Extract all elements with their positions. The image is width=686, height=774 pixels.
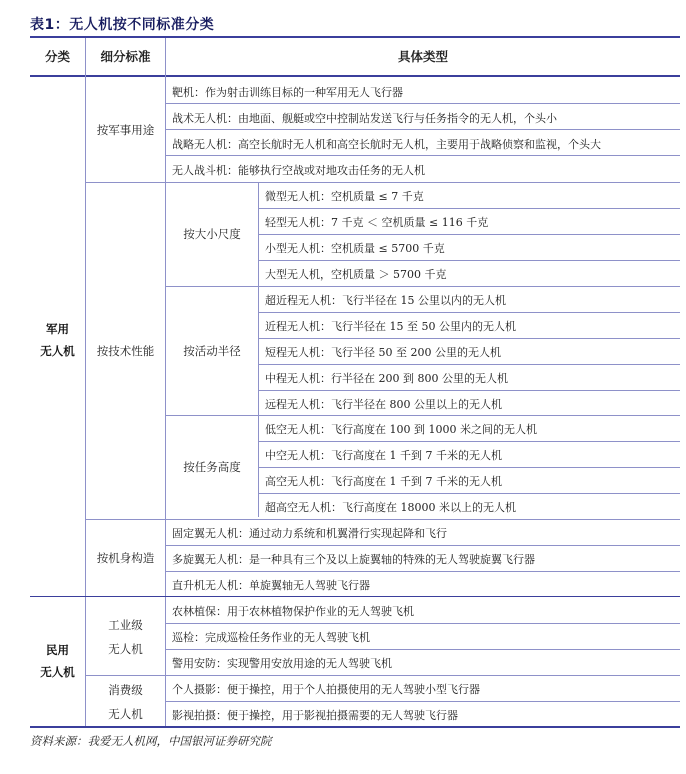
standard-by-use: 按军事用途 — [96, 123, 155, 137]
header-standard: 细分标准 — [100, 49, 151, 64]
type-item: 大型无人机，空机质量 ＞ 5700 千克 — [265, 268, 447, 281]
type-item: 短程无人机：飞行半径 50 至 200 公里的无人机 — [265, 346, 501, 359]
header-category: 分类 — [44, 49, 70, 64]
grid-hline — [86, 519, 680, 520]
grid-hline — [259, 441, 680, 442]
grid-hline — [166, 623, 680, 624]
grid-hline — [166, 286, 680, 287]
grid-hline — [166, 155, 680, 156]
section-rule — [30, 596, 680, 597]
standard-by-tech: 按技术性能 — [96, 344, 155, 358]
sub-standard-altitude: 按任务高度 — [183, 460, 241, 474]
grid-hline — [259, 390, 680, 391]
type-item: 中空无人机：飞行高度在 1 千到 7 千米的无人机 — [265, 449, 502, 462]
standard-by-structure: 按机身构造 — [96, 551, 155, 565]
standard-consumer-line1: 消费级 — [108, 683, 143, 697]
type-item: 远程无人机：飞行半径在 800 公里以上的无人机 — [265, 398, 502, 411]
category-civil-line1: 民用 — [46, 643, 69, 657]
grid-hline — [166, 649, 680, 650]
type-item: 战术无人机：由地面、舰艇或空中控制站发送飞行与任务指令的无人机，个头小 — [172, 112, 557, 125]
type-item: 直升机无人机：单旋翼轴无人驾驶飞行器 — [172, 579, 370, 592]
grid-hline — [166, 103, 680, 104]
standard-industrial — [86, 613, 165, 661]
standard-consumer — [86, 678, 165, 726]
category-military-line1: 军用 — [46, 322, 69, 336]
table-title: 表1：无人机按不同标准分类 — [30, 17, 215, 33]
grid-hline — [166, 415, 680, 416]
grid-hline — [259, 208, 680, 209]
type-item: 农林植保：用于农林植物保护作业的无人驾驶飞机 — [172, 605, 414, 618]
grid-hline — [259, 467, 680, 468]
sub-standard-size: 按大小尺度 — [183, 227, 241, 241]
type-item: 靶机：作为射击训练目标的一种军用无人飞行器 — [172, 86, 403, 99]
type-item: 巡检：完成巡检任务作业的无人驾驶飞机 — [172, 631, 370, 644]
grid-hline — [259, 493, 680, 494]
grid-hline — [166, 571, 680, 572]
type-item: 个人摄影：便于操控，用于个人拍摄使用的无人驾驶小型飞行器 — [172, 683, 480, 696]
type-item: 超近程无人机：飞行半径在 15 公里以内的无人机 — [265, 294, 506, 307]
grid-hline — [259, 234, 680, 235]
type-item: 警用安防：实现警用安放用途的无人驾驶飞机 — [172, 657, 392, 670]
standard-consumer-line2: 无人机 — [108, 707, 143, 721]
grid-hline — [86, 675, 680, 676]
category-civil-line2: 无人机 — [40, 665, 75, 679]
type-item: 战略无人机：高空长航时无人机和高空长航时无人机，主要用于战略侦察和监视，个头大 — [172, 138, 601, 151]
grid-hline — [86, 182, 680, 183]
type-item: 固定翼无人机：通过动力系统和机翼滑行实现起降和飞行 — [172, 527, 447, 540]
type-item: 低空无人机：飞行高度在 100 到 1000 米之间的无人机 — [265, 423, 537, 436]
type-item: 超高空无人机：飞行高度在 18000 米以上的无人机 — [265, 501, 516, 514]
type-item: 轻型无人机：7 千克 ＜ 空机质量 ≤ 116 千克 — [265, 216, 489, 229]
header-types: 具体类型 — [397, 49, 448, 64]
type-item: 影视拍摄：便于操控，用于影视拍摄需要的无人驾驶飞行器 — [172, 709, 458, 722]
sub-standard-radius: 按活动半径 — [183, 344, 241, 358]
category-military-line2: 无人机 — [40, 344, 75, 358]
type-item: 微型无人机：空机质量 ≤ 7 千克 — [265, 190, 424, 203]
grid-hline — [166, 129, 680, 130]
category-civil — [30, 639, 85, 683]
standard-industrial-line1: 工业级 — [108, 618, 143, 632]
grid-hline — [166, 545, 680, 546]
type-item: 小型无人机：空机质量 ≤ 5700 千克 — [265, 242, 445, 255]
category-military — [30, 318, 85, 362]
type-item: 多旋翼无人机：是一种具有三个及以上旋翼轴的特殊的无人驾驶旋翼飞行器 — [172, 553, 535, 566]
grid-hline — [259, 312, 680, 313]
header-rule — [30, 75, 680, 77]
grid-hline — [259, 364, 680, 365]
grid-hline — [166, 701, 680, 702]
grid-hline — [259, 338, 680, 339]
standard-industrial-line2: 无人机 — [108, 642, 143, 656]
bottom-rule — [30, 726, 680, 728]
type-item: 高空无人机：飞行高度在 1 千到 7 千米的无人机 — [265, 475, 502, 488]
type-item: 近程无人机：飞行半径在 15 至 50 公里内的无人机 — [265, 320, 516, 333]
type-item: 中程无人机：行半径在 200 到 800 公里的无人机 — [265, 372, 508, 385]
grid-hline — [259, 260, 680, 261]
type-item: 无人战斗机：能够执行空战或对地攻击任务的无人机 — [172, 164, 425, 177]
source-note: 资料来源：我爱无人机网，中国银河证券研究院 — [30, 734, 272, 748]
